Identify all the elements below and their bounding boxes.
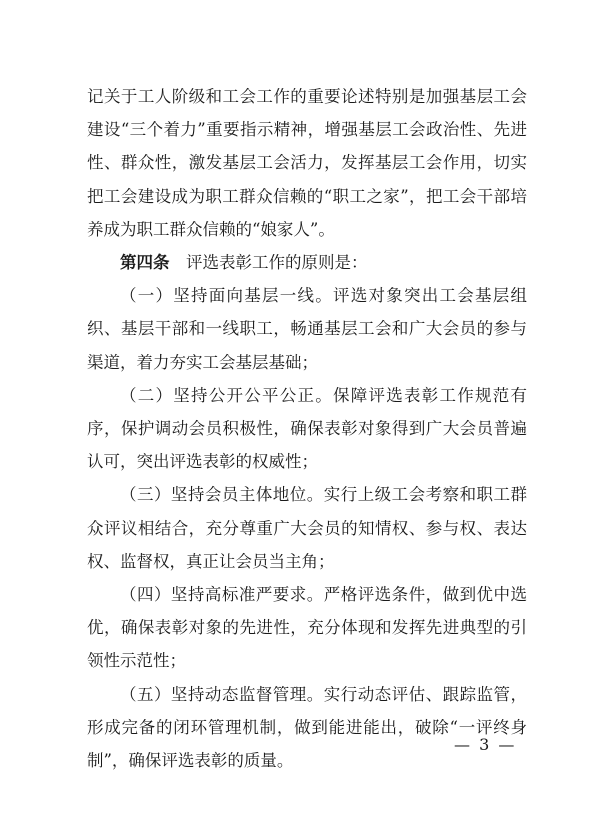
article-four-heading (87, 246, 527, 279)
principle-item-3: （三）坚持会员主体地位。实行上级工会考察和职工群众评议相结合，充分尊重广大会员的知情权、参与权、表达权、监督权，真正让会员当主角； (87, 485, 527, 571)
article-heading-text: 评选表彰工作的原则是： (169, 253, 368, 273)
article-label: 第四条 (120, 253, 170, 273)
principle-item-2: （二）坚持公开公平公正。保障评选表彰工作规范有序，保护调动会员积极性，确保表彰对象得到广大会员普遍认可，突出评选表彰的权威性； (87, 385, 527, 472)
principle-item-5: （五）坚持动态监督管理。实行动态评估、跟踪监管，形成完备的闭环管理机制，做到能进能出，破除“一评终身制”，确保评选表彰的质量。 (87, 684, 527, 771)
principle-item-1: （一）坚持面向基层一线。评选对象突出工会基层组织、基层干部和一线职工，畅通基层工会和广大会员的参与渠道，着力夯实工会基层基础； (87, 286, 527, 372)
continuation-paragraph: 记关于工人阶级和工会工作的重要论述特别是加强基层工会建设“三个着力”重要指示精神，增强基层工会政治性、先进性、群众性，激发基层工会活力，发挥基层工会作用，切实把工会建设成为职工群众信赖的“职工之家”，把工会干部培养成为职工群众信赖的“娘家人”。 (87, 87, 527, 239)
document-body (87, 80, 527, 777)
page-number: — 3 — (454, 735, 517, 754)
principle-item-4: （四）坚持高标准严要求。严格评选条件，做到优中选优，确保表彰对象的先进性，充分体现和发挥先进典型的引领性示范性； (87, 585, 527, 671)
